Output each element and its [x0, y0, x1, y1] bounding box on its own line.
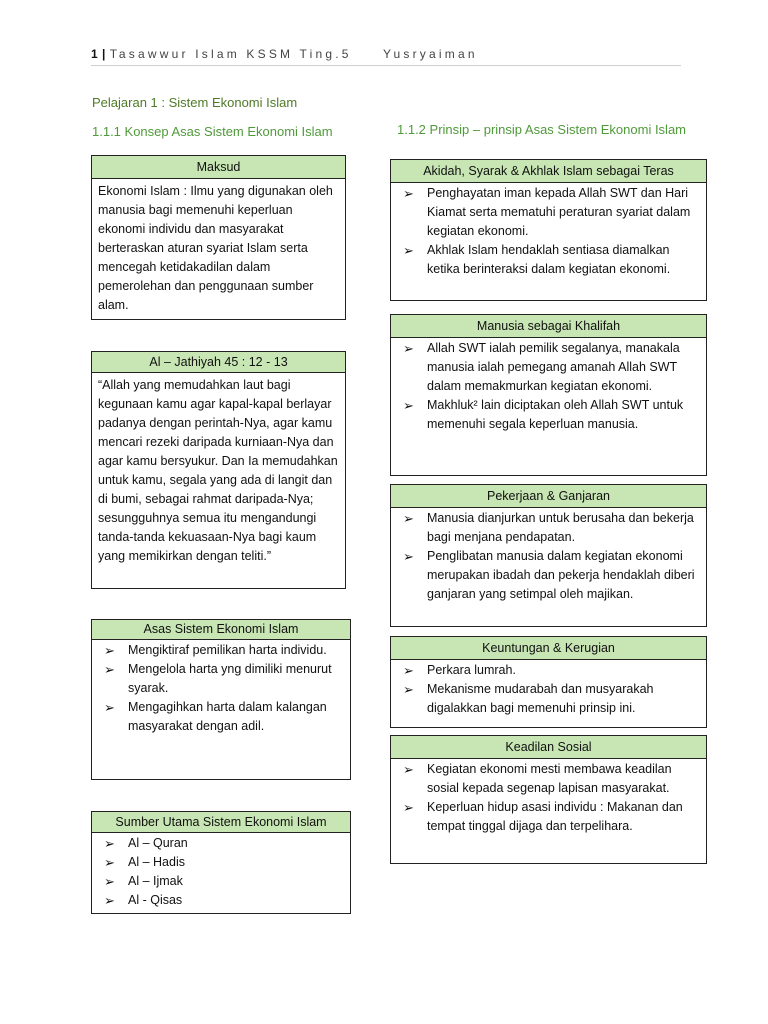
list-item: ➢ Makhluk² lain diciptakan oleh Allah SWT untuk memenuhi segala keperluan manusia.: [403, 398, 684, 431]
arrow-bullet-icon: ➢: [104, 643, 115, 658]
jathiyah-heading: Al – Jathiyah 45 : 12 - 13: [92, 352, 345, 373]
akidah-heading: Akidah, Syarak & Akhlak Islam sebagai Teras: [391, 160, 706, 183]
list-item: ➢ Al – Ijmak: [104, 874, 183, 889]
arrow-bullet-icon: ➢: [104, 874, 115, 889]
keadilan-list: [397, 760, 700, 836]
arrow-bullet-icon: ➢: [403, 341, 414, 356]
page-header: [91, 47, 681, 61]
keadilan-heading: Keadilan Sosial: [391, 736, 706, 759]
page-number: 1: [91, 47, 99, 61]
asas-box: [91, 619, 351, 780]
header-author: Yusryaiman: [383, 47, 478, 61]
arrow-bullet-icon: ➢: [403, 511, 414, 526]
pekerjaan-box: [390, 484, 707, 627]
pekerjaan-heading: Pekerjaan & Ganjaran: [391, 485, 706, 508]
asas-heading: Asas Sistem Ekonomi Islam: [92, 620, 350, 640]
arrow-bullet-icon: ➢: [403, 682, 414, 697]
arrow-bullet-icon: ➢: [104, 662, 115, 677]
list-item: ➢ Mengagihkan harta dalam kalangan masyarakat dengan adil.: [104, 700, 327, 733]
arrow-bullet-icon: ➢: [104, 893, 115, 908]
akidah-box: [390, 159, 707, 301]
list-item: ➢ Allah SWT ialah pemilik segalanya, manakala manusia ialah pemegang amanah Allah SWT dalam memakmurkan kegiatan ekonomi.: [403, 341, 680, 393]
header-divider: [91, 65, 681, 66]
section-heading-left: 1.1.1 Konsep Asas Sistem Ekonomi Islam: [92, 124, 333, 139]
list-item: ➢ Mengiktiraf pemilikan harta individu.: [104, 643, 327, 658]
arrow-bullet-icon: ➢: [403, 762, 414, 777]
lesson-title: Pelajaran 1 : Sistem Ekonomi Islam: [92, 95, 298, 110]
list-item: ➢ Mekanisme mudarabah dan musyarakah digalakkan bagi memenuhi prinsip ini.: [403, 682, 654, 715]
maksud-text: Ekonomi Islam : Ilmu yang digunakan oleh manusia bagi memenuhi keperluan ekonomi individu dan masyarakat berteraskan aturan syariat Islam serta mencegah ketidakadilan dalam pemerolehan dan penggunaan sumber alam.: [98, 184, 333, 312]
list-item: ➢ Al – Quran: [104, 836, 188, 851]
list-item: ➢ Perkara lumrah.: [403, 663, 516, 678]
keadilan-box: [390, 735, 707, 864]
arrow-bullet-icon: ➢: [104, 700, 115, 715]
list-item: ➢ Mengelola harta yng dimiliki menurut syarak.: [104, 662, 332, 695]
list-item: ➢ Kegiatan ekonomi mesti membawa keadilan sosial kepada segenap lapisan masyarakat.: [403, 762, 672, 795]
list-item: ➢ Akhlak Islam hendaklah sentiasa diamalkan ketika berinteraksi dalam kegiatan ekonomi.: [403, 243, 671, 276]
header-separator: |: [102, 47, 107, 61]
list-item: ➢ Keperluan hidup asasi individu : Makanan dan tempat tinggal dijaga dan terpelihara.: [403, 800, 683, 833]
list-item: ➢ Penglibatan manusia dalam kegiatan ekonomi merupakan ibadah dan pekerja hendaklah diberi ganjaran yang setimpal oleh majikan.: [403, 549, 695, 601]
arrow-bullet-icon: ➢: [403, 243, 414, 258]
khalifah-box: [390, 314, 707, 476]
list-item: ➢ Al - Qisas: [104, 893, 183, 908]
header-title: Tasawwur Islam KSSM Ting.5: [109, 47, 352, 61]
list-item: ➢ Manusia dianjurkan untuk berusaha dan bekerja bagi menjana pendapatan.: [403, 511, 694, 544]
arrow-bullet-icon: ➢: [104, 836, 115, 851]
keuntungan-list: [397, 661, 700, 718]
khalifah-list: [397, 339, 700, 434]
sumber-list: [98, 834, 344, 910]
maksud-box: [91, 155, 346, 320]
list-item: ➢ Penghayatan iman kepada Allah SWT dan Hari Kiamat serta mematuhi peraturan syariat dalam kegiatan ekonomi.: [403, 186, 691, 238]
arrow-bullet-icon: ➢: [403, 549, 414, 564]
pekerjaan-list: [397, 509, 700, 604]
jathiyah-box: [91, 351, 346, 589]
akidah-list: [397, 184, 700, 279]
arrow-bullet-icon: ➢: [403, 800, 414, 815]
arrow-bullet-icon: ➢: [104, 855, 115, 870]
section-heading-right: 1.1.2 Prinsip – prinsip Asas Sistem Ekonomi Islam: [397, 122, 687, 137]
maksud-heading: Maksud: [92, 156, 345, 179]
list-item: ➢ Al – Hadis: [104, 855, 185, 870]
keuntungan-heading: Keuntungan & Kerugian: [391, 637, 706, 660]
arrow-bullet-icon: ➢: [403, 186, 414, 201]
khalifah-heading: Manusia sebagai Khalifah: [391, 315, 706, 338]
keuntungan-box: [390, 636, 707, 728]
arrow-bullet-icon: ➢: [403, 398, 414, 413]
asas-list: [98, 641, 344, 736]
sumber-heading: Sumber Utama Sistem Ekonomi Islam: [92, 812, 350, 833]
sumber-box: [91, 811, 351, 914]
jathiyah-text: “Allah yang memudahkan laut bagi kegunaan kamu agar kapal-kapal berlayar padanya dengan perintah-Nya, agar kamu mencari rezeki daripada kurniaan-Nya dan agar kamu bersyukur. Dan Ia memudahkan untuk kamu, segala yang ada di langit dan di bumi, sebagai rahmat daripada-Nya; sesungguhnya semua itu mengandungi tanda-tanda kekuasaan-Nya bagi kaum yang memikirkan dengan teliti.”: [98, 378, 338, 563]
arrow-bullet-icon: ➢: [403, 663, 414, 678]
